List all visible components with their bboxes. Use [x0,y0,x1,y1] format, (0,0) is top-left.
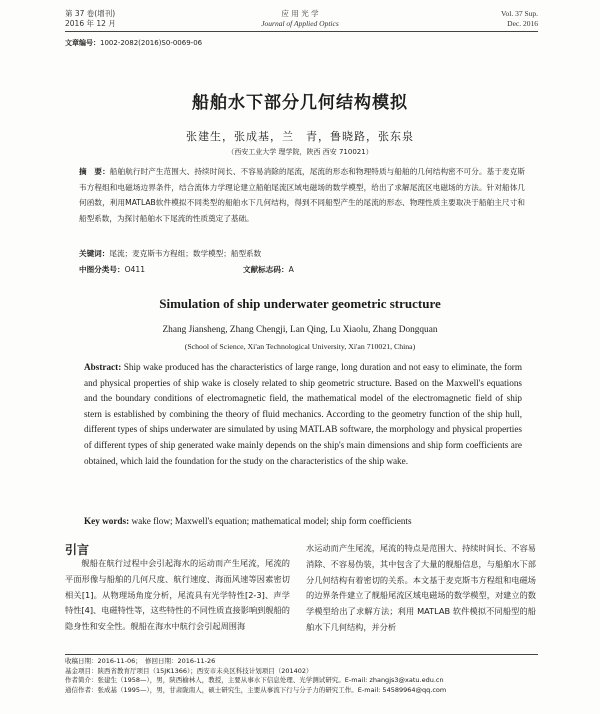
doc-code-label: 文献标志码： [243,265,289,274]
header-date: 2016 年 12 月 [65,19,116,28]
keywords-cn [79,248,525,259]
intro-col1-text: 舰船在航行过程中会引起海水的运动而产生尾流，尾流的平面形像与船舶的几何尺度、航行速度、海面风速等因素密切相关[1]。从物理场角度分析，尾流具有光学特性[2-3]、声学特性[4]、电磁特性等，这些特性的不同性质直接影响到舰船的隐身性和安全性。舰船在海水中航行会引起周围海 [65,558,290,632]
intro-col2-text: 水运动而产生尾流，尾流的特点是范围大、持续时间长、不容易消除、不容易伪装，其中包含了大量的舰船信息，与船舶水下部分几何结构有着密切的关系。本文基于麦克斯韦方程组和电磁场的边界条件建立了舰船尾流区域电磁场的数学模型，对建立的数学模型给出了求解方法；利用 MATLAB 软件模拟不同船型的船舶水下几何结构，并分析 [306,543,536,632]
abstract-cn-label: 摘 要： [79,167,110,176]
article-id-value: 1002-2082(2016)S0-0069-06 [100,39,203,47]
doc-code-value: A [288,265,294,274]
header-rule [65,31,538,32]
keywords-en-text: wake flow; Maxwell's equation; mathematical model; ship form coefficients [131,516,412,526]
footnote-fund: 基金项目：陕西省教育厅项目（15JK1366）；西安市未央区科技计划项目（201402） [65,666,313,675]
abstract-cn [79,164,525,226]
header-volume: 第 37 卷(增刊) [65,9,116,18]
header-date-en: Dec. 2016 [507,19,538,28]
authors-en: Zhang Jiansheng, Zhang Chengji, Lan Qing, Lu Xiaolu, Zhang Dongquan [162,325,438,335]
journal-title-cn: 应 用 光 学 [281,9,319,18]
intro-column-2 [306,541,536,636]
keywords-en-label: Key words: [84,516,130,526]
abstract-cn-text: 船舶航行时产生范围大、持续时间长、不容易消除的尾流，尾流的形态和物理特质与船舶的几何结构密不可分。基于麦克斯韦方程组和电磁场边界条件，结合流体力学理论建立船舶尾流区域电磁场的数学模型，给出了求解尾流区电磁场的方法。针对船体几何函数，利用MATLAB软件模拟不同类型的船舶水下几何结构，得到不同船型产生的尾流的形态、物理性质主要取决于船舶主尺寸和船型系数，为探讨船舶水下尾流的性质奠定了基础。 [79,167,525,223]
journal-title-en: Journal of Applied Optics [261,19,339,28]
keywords-cn-label: 关键词： [79,249,110,258]
footnote-bio: 作者简介：张建生（1958—），男，陕西榆林人，教授，主要从事水下信息处理、光学测试研究。E-mail: zhangjs3@xatu.edu.cn [65,676,444,685]
header-vol-en: Vol. 37 Sup. [501,9,538,18]
keywords-cn-text: 尾流；麦克斯韦方程组；数学模型；船型系数 [109,249,262,258]
abstract-en-label: Abstract: [84,362,122,372]
footnote-contact: 通信作者：张成基（1995—），男，甘肃陇南人，硕士研究生，主要从事流下行与分子力的研究工作。E-mail: 54589964@qq.com [65,686,447,695]
document-code [243,264,294,275]
article-id [65,38,202,48]
article-id-label: 文章编号： [65,39,100,47]
clc-label: 中图分类号： [79,265,125,274]
clc-value: O411 [124,265,146,274]
paper-title-en: Simulation of ship underwater geometric structure [159,296,441,311]
intro-column-1 [65,556,290,635]
authors-cn: 张建生，张成基，兰 青，鲁晓路，张东泉 [186,130,414,143]
keywords-en [84,516,522,526]
affiliation-en: (School of Science, Xi'an Technological University, Xi'an 710021, China) [184,342,416,351]
affiliation-cn: （西安工业大学 理学院，陕西 西安 710021） [227,148,373,156]
footnotes [65,657,538,696]
footnote-rule [65,654,538,655]
abstract-en-text: Ship wake produced has the characteristics of large range, long duration and not easy to eliminate, the form and physical properties of ship wake is closely related to ship geometric structure. Based on the Maxwell's equations and the boundary conditions of electromagnetic field, the mathematical model of the electromagnetic field of ship stern is established by combining the theory of fluid mechanics. According to the geometry function of the ship hull, different types of ships underwater are simulated by using MATLAB software, the morphology and physical properties of different types of ship generated wake mainly depends on the ship's main dimensions and ship form coefficients are obtained, which laid the foundation for the study on the characteristics of the ship wake. [84,362,522,466]
abstract-en [84,360,522,469]
paper-title-cn: 船舶水下部分几何结构模拟 [192,93,408,113]
intro-heading: 引言 [65,543,90,557]
footnote-received: 收稿日期：2016-11-06； 修回日期：2016-11-26 [65,657,216,665]
clc-number [79,264,145,275]
